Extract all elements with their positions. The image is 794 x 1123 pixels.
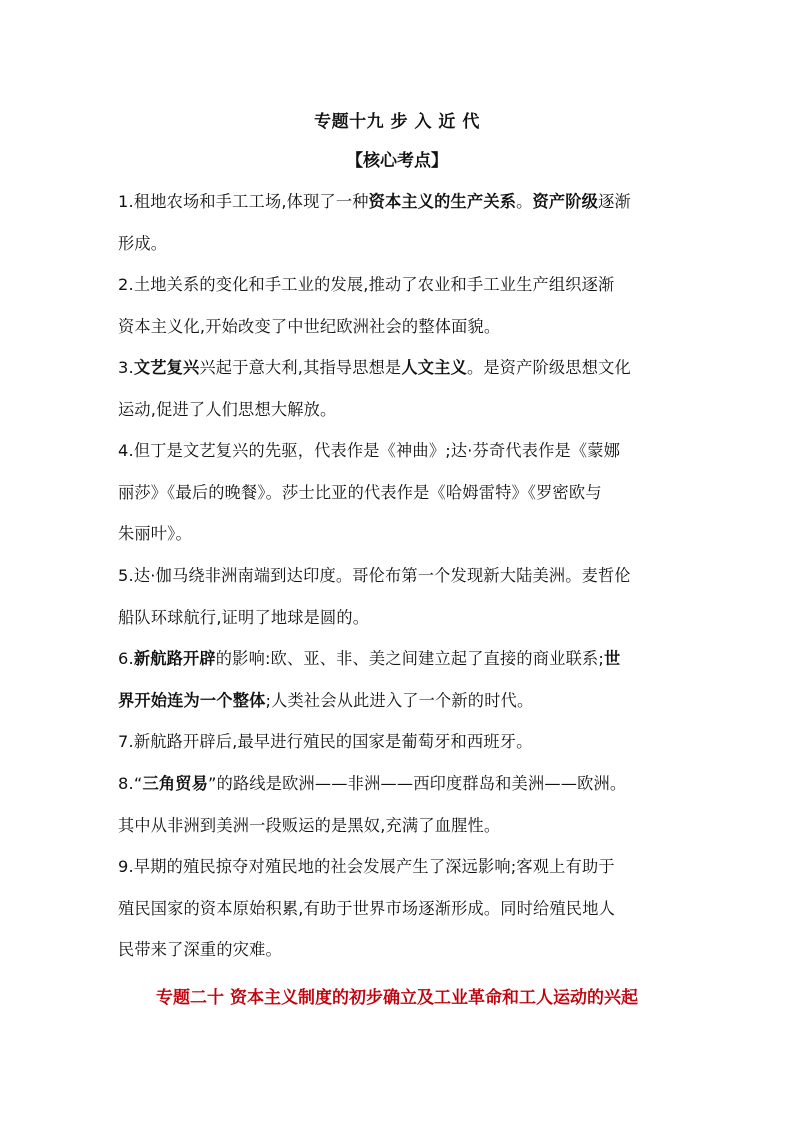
text-run: 其中从非洲到美洲一段贩运的是黑奴,充满了血腥性。 [118, 815, 501, 835]
point-line [118, 513, 684, 555]
point-4 [118, 430, 684, 555]
point-3 [118, 347, 684, 430]
point-line [118, 846, 684, 888]
key-term: 世 [604, 649, 621, 668]
core-points-heading: 【核心考点】 [346, 151, 448, 171]
point-line [118, 597, 684, 639]
point-line [118, 888, 684, 930]
point-line [118, 638, 684, 680]
text-run: 朱丽叶》。 [118, 524, 192, 543]
topic-19-title: 专题十九 步 入 近 代 [314, 112, 480, 132]
point-line [118, 264, 684, 306]
point-line [118, 555, 684, 597]
key-term: 资本主义的生产关系 [368, 192, 517, 211]
point-line [118, 223, 684, 265]
text-run: 资本主义化,开始改变了中世纪欧洲社会的整体面貌。 [118, 316, 501, 336]
key-term: 三角贸易 [142, 774, 208, 793]
point-9 [118, 846, 684, 971]
point-line [118, 805, 684, 847]
key-term: 新航路开辟 [133, 649, 216, 668]
text-run: 运动,促进了人们思想大解放。 [118, 399, 337, 419]
text-run: 船队环球航行,证明了地球是圆的。 [118, 607, 370, 627]
point-2 [118, 264, 684, 347]
text-run: 7.新航路开辟后,最早进行殖民的国家是葡萄牙和西班牙。 [118, 732, 533, 751]
text-run: 。 [516, 192, 533, 211]
point-1 [118, 181, 684, 264]
point-line [118, 347, 684, 389]
text-run: ”的路线是欧洲——非洲——西印度群岛和美洲——欧洲。 [208, 774, 627, 793]
point-5 [118, 555, 684, 638]
key-term: 资产阶级 [532, 192, 599, 211]
text-run: 的影响:欧、亚、非、美之间建立起了直接的商业联系; [215, 649, 605, 668]
text-run: 3. [118, 358, 134, 377]
topic-20-title: 专题二十 资本主义制度的初步确立及工业革命和工人运动的兴起 [156, 988, 638, 1008]
key-term: 文艺复兴 [133, 358, 200, 377]
point-line [118, 680, 684, 722]
point-line [118, 306, 684, 348]
point-line [118, 721, 684, 763]
key-term: 界开始连为一个整体 [118, 690, 266, 710]
text-run: 8.“ [118, 774, 143, 793]
text-run: ;人类社会从此进入了一个新的时代。 [265, 690, 534, 710]
point-line [118, 430, 684, 472]
point-line [118, 389, 684, 431]
text-run: 9.早期的殖民掠夺对殖民地的社会发展产生了深远影响;客观上有助于 [118, 857, 615, 876]
point-6 [118, 638, 684, 721]
point-7 [118, 721, 684, 763]
text-run: 殖民国家的资本原始积累,有助于世界市场逐渐形成。同时给殖民地人 [118, 898, 615, 918]
text-run: 丽莎》《最后的晚餐》。莎士比亚的代表作是《哈姆雷特》《罗密欧与 [118, 482, 602, 502]
text-run: 1.租地农场和手工工场,体现了一种 [118, 192, 369, 211]
text-run: 6. [118, 649, 134, 668]
point-line [118, 181, 684, 223]
text-run: 。是资产阶级思想文化 [466, 358, 631, 377]
text-run: 民带来了深重的灾难。 [118, 940, 282, 959]
text-run: 4.但丁是文艺复兴的先驱，代表作是《神曲》;达·芬奇代表作是《蒙娜 [118, 441, 621, 460]
text-run: 2.土地关系的变化和手工业的发展,推动了农业和手工业生产组织逐渐 [118, 275, 615, 294]
point-line [118, 763, 684, 805]
text-run: 兴起于意大利,其指导思想是 [199, 358, 402, 377]
text-run: 逐渐 [598, 192, 631, 211]
text-run: 5.达·伽马绕非洲南端到达印度。哥伦布第一个发现新大陆美洲。麦哲伦 [118, 566, 631, 585]
point-8 [118, 763, 684, 846]
point-line [118, 472, 684, 514]
key-term: 人文主义 [401, 358, 467, 377]
point-line [118, 929, 684, 971]
text-run: 形成。 [118, 233, 168, 253]
